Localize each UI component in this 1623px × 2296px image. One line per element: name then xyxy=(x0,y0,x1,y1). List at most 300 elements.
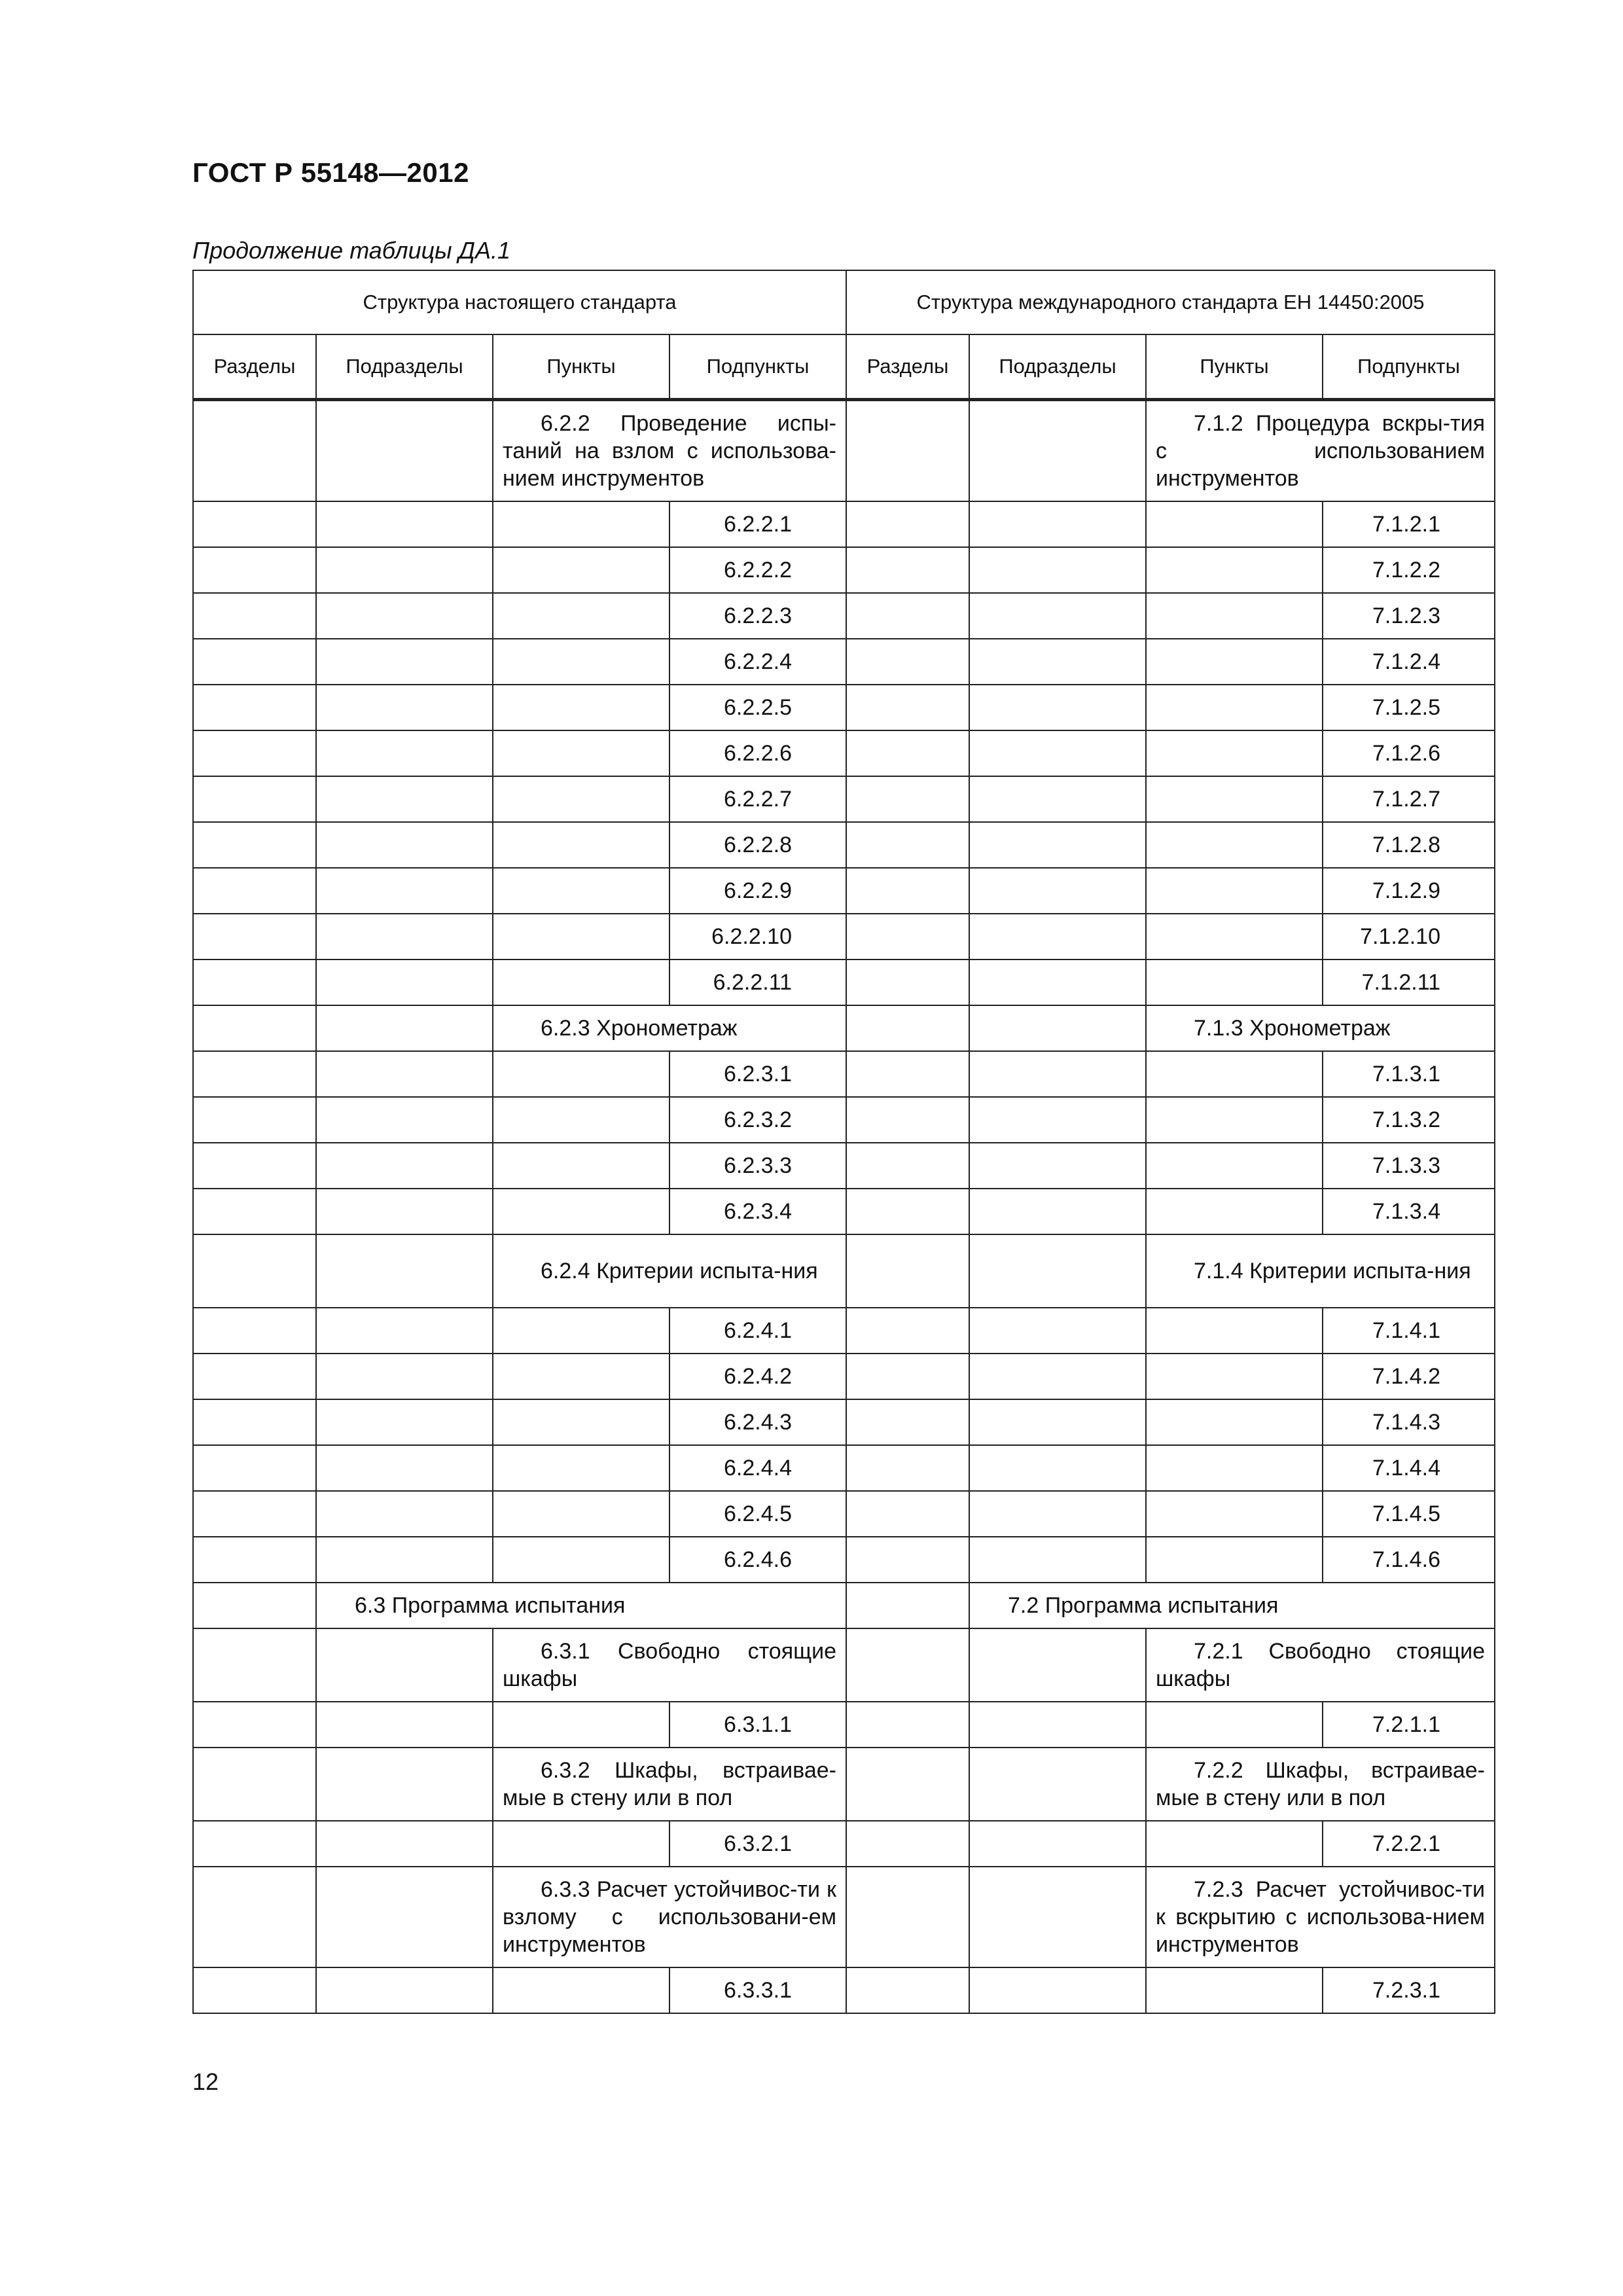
table-row xyxy=(193,1189,1495,1234)
table-row xyxy=(193,1051,1495,1097)
table-cell xyxy=(493,547,669,593)
table-row xyxy=(193,730,1495,776)
table-cell xyxy=(969,547,1146,593)
subitem-cell-text: 6.2.2.9 xyxy=(724,878,792,903)
table-cell xyxy=(493,960,669,1005)
table-cell xyxy=(969,1189,1146,1234)
table-cell xyxy=(193,1234,316,1308)
table-cell xyxy=(846,1354,969,1399)
item-cell xyxy=(1146,1628,1495,1702)
col-header: Пункты xyxy=(493,334,669,400)
subitem-cell-text: 6.2.2.4 xyxy=(724,649,792,674)
subitem-cell-text: 6.3.2.1 xyxy=(724,1831,792,1856)
table-row xyxy=(193,914,1495,960)
subitem-cell-text: 6.2.3.3 xyxy=(724,1153,792,1178)
table-row xyxy=(193,1308,1495,1354)
subitem-cell-text: 7.1.2.5 xyxy=(1372,695,1440,720)
table-cell xyxy=(193,501,316,547)
subitem-cell xyxy=(1323,639,1495,685)
table-cell xyxy=(493,1097,669,1143)
table-cell xyxy=(1146,1189,1323,1234)
subsection-cell-text: 7.2 Программа испытания xyxy=(1008,1593,1279,1618)
table-cell xyxy=(316,501,493,547)
table-cell xyxy=(316,1821,493,1867)
subsection-cell xyxy=(969,1583,1495,1628)
subitem-cell xyxy=(1323,822,1495,868)
subitem-cell-text: 7.1.3.3 xyxy=(1372,1153,1440,1178)
subitem-cell-text: 7.1.4.1 xyxy=(1372,1318,1440,1343)
page-number: 12 xyxy=(192,2068,219,2095)
table-cell xyxy=(969,639,1146,685)
subitem-cell-text: 7.1.2.10 xyxy=(1360,924,1440,949)
col-header: Разделы xyxy=(193,334,316,400)
table-cell xyxy=(969,1051,1146,1097)
comparison-table xyxy=(192,270,1495,2014)
subitem-cell-text: 7.1.4.3 xyxy=(1372,1410,1440,1435)
table-cell xyxy=(193,1354,316,1399)
col-header: Подразделы xyxy=(316,334,493,400)
table-row xyxy=(193,1354,1495,1399)
item-cell xyxy=(1146,1005,1495,1051)
table-cell xyxy=(846,1537,969,1583)
table-cell xyxy=(193,960,316,1005)
subitem-cell-text: 7.1.4.5 xyxy=(1372,1501,1440,1526)
table-cell xyxy=(316,822,493,868)
table-cell xyxy=(846,1097,969,1143)
table-cell xyxy=(193,1867,316,1967)
table-cell xyxy=(316,547,493,593)
subitem-cell xyxy=(669,1051,846,1097)
table-cell xyxy=(846,1445,969,1491)
table-cell xyxy=(1146,547,1323,593)
table-cell xyxy=(846,1308,969,1354)
table-cell xyxy=(193,547,316,593)
table-row xyxy=(193,1005,1495,1051)
col-header: Пункты xyxy=(1146,334,1323,400)
table-cell xyxy=(846,1821,969,1867)
item-cell xyxy=(493,1005,846,1051)
table-cell xyxy=(316,593,493,639)
table-cell xyxy=(316,1748,493,1821)
table-cell xyxy=(493,1702,669,1748)
subitem-cell xyxy=(669,593,846,639)
table-cell xyxy=(1146,593,1323,639)
col-header: Подпункты xyxy=(1323,334,1495,400)
col-header: Разделы xyxy=(846,334,969,400)
subitem-cell-text: 7.1.3.2 xyxy=(1372,1107,1440,1132)
table-cell xyxy=(316,400,493,502)
subitem-cell xyxy=(669,501,846,547)
subitem-cell-text: 6.2.2.2 xyxy=(724,558,792,583)
table-cell xyxy=(493,868,669,914)
item-cell xyxy=(493,1234,846,1308)
subitem-cell xyxy=(1323,1967,1495,2013)
table-cell xyxy=(846,1189,969,1234)
table-cell xyxy=(493,1189,669,1234)
subitem-cell xyxy=(669,914,846,960)
table-cell xyxy=(846,1234,969,1308)
table-row xyxy=(193,1399,1495,1445)
table-cell xyxy=(493,1051,669,1097)
table-cell xyxy=(316,1234,493,1308)
table-cell xyxy=(316,1308,493,1354)
table-cell xyxy=(193,914,316,960)
table-cell xyxy=(846,730,969,776)
subitem-cell-text: 6.2.2.3 xyxy=(724,603,792,628)
subitem-cell xyxy=(1323,1537,1495,1583)
table-cell xyxy=(493,776,669,822)
table-cell xyxy=(846,868,969,914)
table-cell xyxy=(1146,960,1323,1005)
table-cell xyxy=(193,1967,316,2013)
header-group-national: Структура настоящего стандарта xyxy=(193,270,846,334)
table-cell xyxy=(969,1702,1146,1748)
subitem-cell xyxy=(669,639,846,685)
subitem-cell xyxy=(669,1702,846,1748)
table-cell xyxy=(969,1491,1146,1537)
table-cell xyxy=(493,685,669,730)
table-cell xyxy=(969,1308,1146,1354)
table-cell xyxy=(493,1491,669,1537)
table-row xyxy=(193,1748,1495,1821)
subitem-cell-text: 7.2.3.1 xyxy=(1372,1978,1440,2003)
table-cell xyxy=(969,593,1146,639)
subitem-cell-text: 6.2.3.2 xyxy=(724,1107,792,1132)
table-cell xyxy=(193,1748,316,1821)
table-cell xyxy=(969,1354,1146,1399)
subitem-cell xyxy=(1323,776,1495,822)
table-cell xyxy=(969,1005,1146,1051)
table-cell xyxy=(316,1628,493,1702)
table-cell xyxy=(969,1234,1146,1308)
table-cell xyxy=(493,593,669,639)
table-cell xyxy=(969,914,1146,960)
table-caption: Продолжение таблицы ДА.1 xyxy=(192,237,511,264)
table-cell xyxy=(493,639,669,685)
item-cell xyxy=(1146,1867,1495,1967)
table-cell xyxy=(193,1399,316,1445)
table-cell xyxy=(1146,1445,1323,1491)
table-cell xyxy=(193,1702,316,1748)
subitem-cell xyxy=(669,1143,846,1189)
table-cell xyxy=(316,960,493,1005)
table-cell xyxy=(316,1537,493,1583)
table-cell xyxy=(316,914,493,960)
subitem-cell xyxy=(1323,1051,1495,1097)
table-cell xyxy=(193,1491,316,1537)
subitem-cell xyxy=(669,547,846,593)
table-cell xyxy=(316,868,493,914)
subsection-cell xyxy=(316,1583,846,1628)
table-cell xyxy=(193,1628,316,1702)
table-cell xyxy=(1146,1143,1323,1189)
subitem-cell-text: 7.2.1.1 xyxy=(1372,1712,1440,1737)
subitem-cell-text: 7.1.4.4 xyxy=(1372,1456,1440,1480)
col-header: Подпункты xyxy=(669,334,846,400)
subitem-cell-text: 7.1.2.8 xyxy=(1372,833,1440,857)
table-cell xyxy=(846,1051,969,1097)
table-cell xyxy=(193,1583,316,1628)
table-cell xyxy=(193,822,316,868)
table-cell xyxy=(316,685,493,730)
item-cell-text: 6.2.4 Критерии испыта-ния xyxy=(541,1259,818,1283)
item-cell xyxy=(493,1867,846,1967)
table-cell xyxy=(969,868,1146,914)
table-cell xyxy=(193,868,316,914)
table-cell xyxy=(1146,685,1323,730)
table-cell xyxy=(846,1583,969,1628)
subitem-cell xyxy=(1323,730,1495,776)
table-cell xyxy=(1146,1399,1323,1445)
subitem-cell-text: 6.2.4.1 xyxy=(724,1318,792,1343)
document-title: ГОСТ Р 55148—2012 xyxy=(192,157,469,188)
subitem-cell xyxy=(669,776,846,822)
subitem-cell xyxy=(1323,501,1495,547)
subitem-cell-text: 6.3.3.1 xyxy=(724,1978,792,2003)
table-row xyxy=(193,868,1495,914)
item-cell-text: 7.1.3 Хронометраж xyxy=(1194,1016,1391,1041)
table-cell xyxy=(846,960,969,1005)
subitem-cell xyxy=(1323,1399,1495,1445)
subitem-cell-text: 7.1.2.2 xyxy=(1372,558,1440,583)
table-cell xyxy=(846,1867,969,1967)
table-cell xyxy=(846,1491,969,1537)
table-row xyxy=(193,1143,1495,1189)
table-cell xyxy=(846,1628,969,1702)
subitem-cell-text: 7.1.2.11 xyxy=(1361,970,1440,995)
subitem-cell-text: 7.1.2.3 xyxy=(1372,603,1440,628)
subitem-cell xyxy=(669,1308,846,1354)
table-cell xyxy=(316,1097,493,1143)
subitem-cell-text: 6.2.2.5 xyxy=(724,695,792,720)
table-row xyxy=(193,1491,1495,1537)
subitem-cell-text: 6.2.4.3 xyxy=(724,1410,792,1435)
table-cell xyxy=(846,914,969,960)
subitem-cell-text: 6.2.3.4 xyxy=(724,1199,792,1224)
table-row xyxy=(193,1867,1495,1967)
subitem-cell-text: 7.1.3.1 xyxy=(1372,1062,1440,1086)
subitem-cell xyxy=(669,1399,846,1445)
subitem-cell xyxy=(1323,685,1495,730)
table-row xyxy=(193,1702,1495,1748)
table-cell xyxy=(316,1491,493,1537)
item-cell-text: 6.3.2 Шкафы, встраивае-мые в стену или в пол xyxy=(503,1758,836,1810)
table-cell xyxy=(316,1967,493,2013)
subitem-cell-text: 6.2.2.10 xyxy=(711,924,792,949)
table-row xyxy=(193,1821,1495,1867)
table-cell xyxy=(846,776,969,822)
table-cell xyxy=(193,1821,316,1867)
table-cell xyxy=(1146,1354,1323,1399)
subitem-cell-text: 6.2.3.1 xyxy=(724,1062,792,1086)
table-cell xyxy=(846,1967,969,2013)
table-row xyxy=(193,1097,1495,1143)
table-cell xyxy=(493,501,669,547)
table-cell xyxy=(316,1867,493,1967)
subitem-cell xyxy=(1323,1097,1495,1143)
item-cell xyxy=(493,1748,846,1821)
table-cell xyxy=(316,1189,493,1234)
subitem-cell xyxy=(669,1967,846,2013)
subitem-cell xyxy=(1323,1821,1495,1867)
table-row xyxy=(193,822,1495,868)
table-cell xyxy=(1146,776,1323,822)
table-cell xyxy=(316,1399,493,1445)
table-cell xyxy=(1146,639,1323,685)
table-cell xyxy=(846,547,969,593)
table-row xyxy=(193,593,1495,639)
table-cell xyxy=(316,1354,493,1399)
subitem-cell xyxy=(669,822,846,868)
table-cell xyxy=(493,1445,669,1491)
table-cell xyxy=(969,730,1146,776)
table-cell xyxy=(969,1967,1146,2013)
subitem-cell-text: 6.2.4.4 xyxy=(724,1456,792,1480)
subitem-cell-text: 6.2.4.5 xyxy=(724,1501,792,1526)
table-cell xyxy=(193,776,316,822)
subitem-cell xyxy=(669,1445,846,1491)
subitem-cell-text: 7.2.2.1 xyxy=(1372,1831,1440,1856)
table-cell xyxy=(969,685,1146,730)
table-cell xyxy=(316,1143,493,1189)
table-cell xyxy=(846,1005,969,1051)
table-cell xyxy=(1146,868,1323,914)
subitem-cell xyxy=(669,685,846,730)
table-cell xyxy=(1146,1702,1323,1748)
col-header: Подразделы xyxy=(969,334,1146,400)
table-cell xyxy=(846,1702,969,1748)
table-row xyxy=(193,1445,1495,1491)
table-cell xyxy=(193,593,316,639)
table-cell xyxy=(1146,1051,1323,1097)
table-cell xyxy=(846,400,969,502)
subitem-cell-text: 7.1.2.1 xyxy=(1372,512,1440,537)
item-cell-text: 7.1.4 Критерии испыта-ния xyxy=(1194,1259,1471,1283)
subitem-cell xyxy=(669,1354,846,1399)
item-cell xyxy=(1146,400,1495,502)
subitem-cell xyxy=(669,1821,846,1867)
table-cell xyxy=(193,1051,316,1097)
subsection-cell-text: 6.3 Программа испытания xyxy=(355,1593,626,1618)
table-cell xyxy=(846,501,969,547)
table-cell xyxy=(316,1445,493,1491)
table-row xyxy=(193,547,1495,593)
subitem-cell xyxy=(1323,1445,1495,1491)
table-cell xyxy=(1146,1967,1323,2013)
item-cell-text: 7.1.2 Процедура вскры-тия с использованием инструментов xyxy=(1156,411,1485,491)
subitem-cell xyxy=(669,1537,846,1583)
table-cell xyxy=(493,1143,669,1189)
table-cell xyxy=(193,1005,316,1051)
table-cell xyxy=(1146,1821,1323,1867)
table-cell xyxy=(193,1537,316,1583)
table-cell xyxy=(969,1399,1146,1445)
table-cell xyxy=(193,1189,316,1234)
table-row xyxy=(193,400,1495,502)
table-row xyxy=(193,1583,1495,1628)
table-cell xyxy=(493,1308,669,1354)
subitem-cell-text: 7.1.2.9 xyxy=(1372,878,1440,903)
table-row xyxy=(193,1537,1495,1583)
subitem-cell xyxy=(1323,1491,1495,1537)
subitem-cell-text: 7.1.4.6 xyxy=(1372,1547,1440,1572)
item-cell xyxy=(493,400,846,502)
table-cell xyxy=(493,1537,669,1583)
header-columns-row xyxy=(193,334,1495,400)
table-row xyxy=(193,501,1495,547)
item-cell-text: 6.3.1 Свободно стоящие шкафы xyxy=(503,1639,836,1691)
table-row xyxy=(193,639,1495,685)
table-cell xyxy=(969,1628,1146,1702)
table-cell xyxy=(969,1821,1146,1867)
subitem-cell-text: 6.2.2.6 xyxy=(724,741,792,766)
subitem-cell-text: 6.2.4.6 xyxy=(724,1547,792,1572)
subitem-cell-text: 6.2.2.7 xyxy=(724,787,792,812)
table-cell xyxy=(193,730,316,776)
table-cell xyxy=(1146,501,1323,547)
table-cell xyxy=(1146,1097,1323,1143)
table-cell xyxy=(316,730,493,776)
table-cell xyxy=(969,1867,1146,1967)
table-row xyxy=(193,1967,1495,2013)
table-cell xyxy=(316,1702,493,1748)
table-cell xyxy=(846,639,969,685)
item-cell xyxy=(493,1628,846,1702)
table-cell xyxy=(969,1748,1146,1821)
item-cell-text: 7.2.2 Шкафы, встраивае-мые в стену или в пол xyxy=(1156,1758,1485,1810)
table-cell xyxy=(846,685,969,730)
subitem-cell-text: 7.1.4.2 xyxy=(1372,1364,1440,1389)
table-cell xyxy=(846,593,969,639)
table-cell xyxy=(1146,914,1323,960)
table-cell xyxy=(316,639,493,685)
table-cell xyxy=(493,1399,669,1445)
subitem-cell-text: 7.1.3.4 xyxy=(1372,1199,1440,1224)
table-cell xyxy=(193,685,316,730)
table-cell xyxy=(193,1308,316,1354)
table-cell xyxy=(969,1143,1146,1189)
table-cell xyxy=(969,1445,1146,1491)
item-cell-text: 6.3.3 Расчет устойчивос-ти к взлому с использовани-ем инструментов xyxy=(503,1877,836,1957)
table-cell xyxy=(969,822,1146,868)
table-cell xyxy=(493,822,669,868)
subitem-cell xyxy=(669,868,846,914)
subitem-cell-text: 7.1.2.6 xyxy=(1372,741,1440,766)
subitem-cell xyxy=(1323,960,1495,1005)
table-row xyxy=(193,1628,1495,1702)
subitem-cell-text: 6.2.2.8 xyxy=(724,833,792,857)
subitem-cell xyxy=(1323,593,1495,639)
table-cell xyxy=(1146,1491,1323,1537)
subitem-cell xyxy=(669,960,846,1005)
subitem-cell xyxy=(1323,914,1495,960)
subitem-cell xyxy=(1323,1143,1495,1189)
table-cell xyxy=(493,730,669,776)
header-group-row xyxy=(193,270,1495,334)
item-cell-text: 7.2.1 Свободно стоящие шкафы xyxy=(1156,1639,1485,1691)
subitem-cell-text: 6.2.2.1 xyxy=(724,512,792,537)
table-cell xyxy=(969,1537,1146,1583)
subitem-cell-text: 6.2.2.11 xyxy=(713,970,792,995)
subitem-cell xyxy=(669,1189,846,1234)
subitem-cell xyxy=(1323,1308,1495,1354)
table-cell xyxy=(1146,1308,1323,1354)
subitem-cell xyxy=(1323,1702,1495,1748)
subitem-cell-text: 6.3.1.1 xyxy=(724,1712,792,1737)
table-cell xyxy=(969,1097,1146,1143)
table-cell xyxy=(493,1967,669,2013)
table-cell xyxy=(493,914,669,960)
